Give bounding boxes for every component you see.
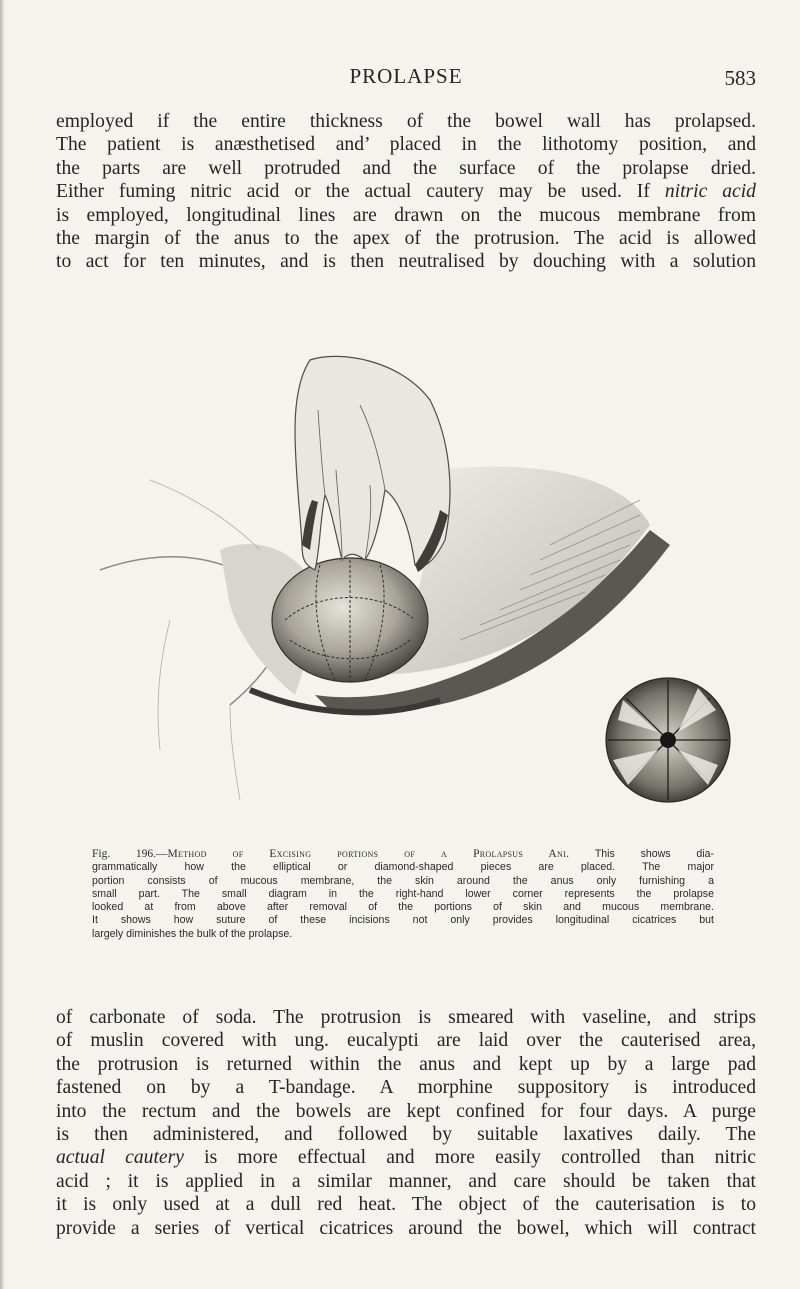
text-line: is then administered, and followed by suitable laxatives daily. The	[56, 1124, 756, 1146]
text-line	[56, 180, 756, 203]
figure-caption	[92, 848, 714, 941]
text-line: employed if the entire thickness of the bowel wall has prolapsed.	[56, 111, 756, 132]
text-line: into the rectum and the bowels are kept confined for four days. A purge	[56, 1100, 756, 1122]
text-line: it is only used at a dull red heat. The object of the cauterisation is to	[56, 1194, 756, 1216]
hand-outline	[295, 356, 450, 570]
text-line: is employed, longitudinal lines are drawn on the mucous membrane from	[56, 204, 756, 226]
caption-line: small part. The small diagram in the right-hand lower corner represents the prolapse	[92, 887, 714, 900]
text-line: The patient is anæsthetised and’ placed in the lithotomy position, and	[56, 134, 756, 156]
caption-line: looked at from above after removal of the portions of skin and mucous membrane.	[92, 901, 714, 914]
text-line: provide a series of vertical cicatrices around the bowel, which will contract	[56, 1217, 756, 1239]
text-line: acid ; it is applied in a similar manner, and care should be taken that	[56, 1170, 756, 1192]
prolapse-engraving	[80, 320, 740, 840]
text-line: of muslin covered with ung. eucalypti are laid over the cauterised area,	[56, 1030, 756, 1052]
caption-text: This shows dia-	[594, 848, 714, 860]
caption-line	[92, 848, 714, 861]
italic-term: actual cautery	[56, 1147, 184, 1169]
text-line: of carbonate of soda. The protrusion is smeared with vaseline, and strips	[56, 1007, 756, 1028]
text-line: the margin of the anus to the apex of the protrusion. The acid is allowed	[56, 228, 756, 250]
paragraph-top	[56, 110, 756, 274]
caption-line: largely diminishes the bulk of the prolapse.	[92, 927, 293, 940]
text-line: fastened on by a T-bandage. A morphine suppository is introduced	[56, 1077, 756, 1099]
running-title: PROLAPSE	[349, 64, 463, 88]
figure-title: Method of Excising portions of a Prolapsus Ani.	[167, 848, 570, 860]
text-line	[56, 1146, 756, 1169]
figure-label: Fig. 196.—	[92, 848, 168, 860]
caption-line: grammatically how the elliptical or diamond-shaped pieces are placed. The major	[92, 861, 714, 874]
text-line: the protrusion is returned within the anus and kept up by a large pad	[56, 1053, 756, 1075]
caption-line: portion consists of mucous membrane, the skin around the anus only furnishing a	[92, 874, 714, 887]
figure-illustration	[80, 320, 740, 840]
text-line: to act for ten minutes, and is then neutralised by douching with a solution	[56, 251, 756, 273]
small-diagram	[606, 678, 730, 802]
caption-line: It shows how suture of these incisions not only provides longitudinal cicatrices but	[92, 914, 714, 927]
text-run: is more effectual and more easily controlled than nitric	[204, 1147, 756, 1169]
text-line: the parts are well protruded and the surface of the prolapse dried.	[56, 157, 756, 179]
page-edge-shadow	[0, 0, 4, 1289]
running-head	[56, 64, 756, 94]
text-run: Either fuming nitric acid or the actual cautery may be used. If	[56, 181, 650, 203]
italic-term: nitric acid	[664, 181, 756, 203]
page-number: 583	[724, 66, 756, 90]
paragraph-bottom	[56, 1006, 756, 1240]
